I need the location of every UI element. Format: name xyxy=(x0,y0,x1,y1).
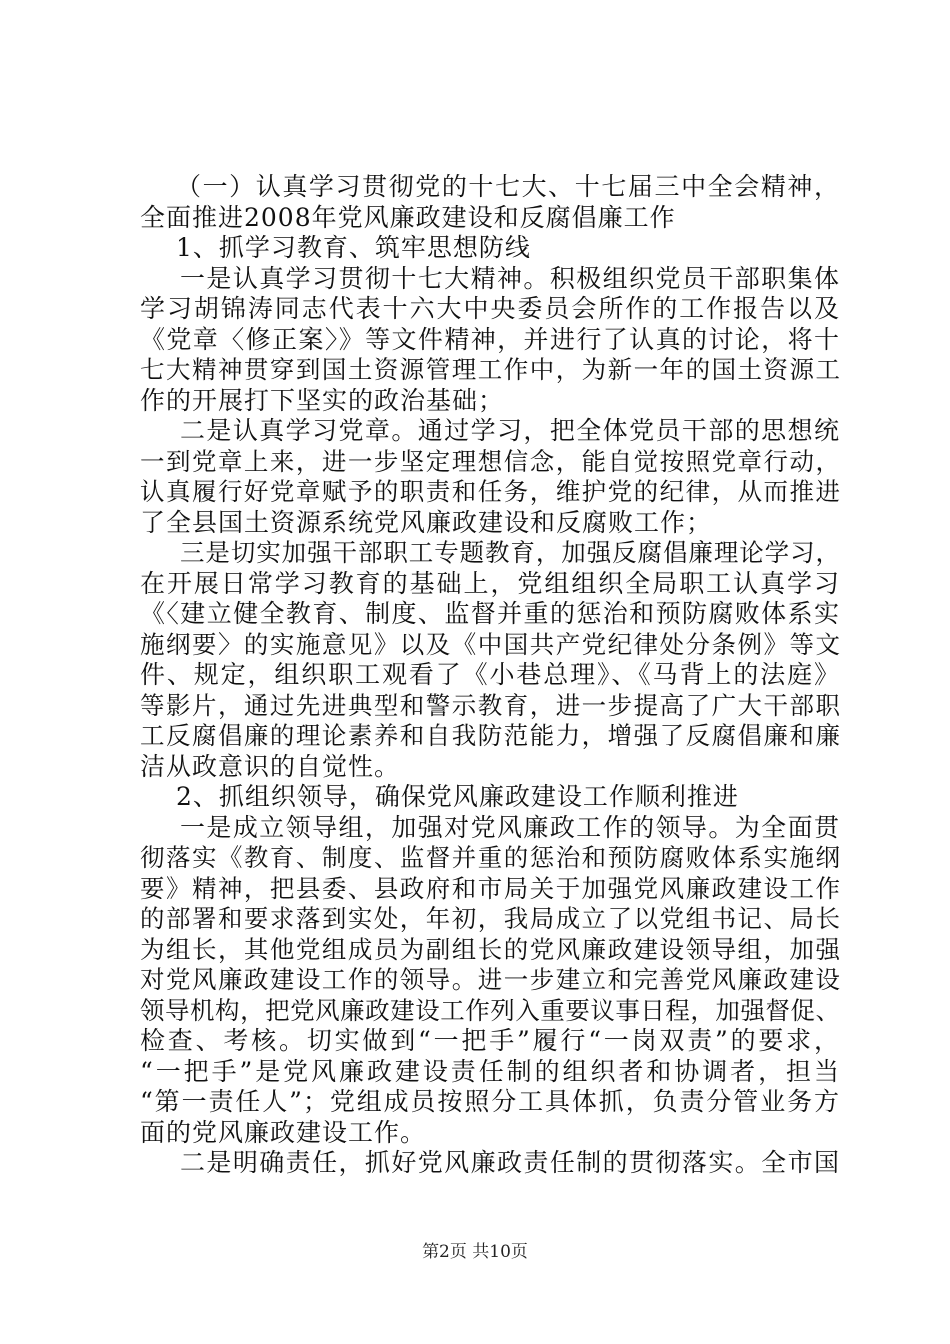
text-line: 了全县国土资源系统党风廉政建设和反腐败工作； xyxy=(140,507,713,537)
text-line: 二是认真学习党章。通过学习，把全体党员干部的思想统 xyxy=(180,416,840,445)
text-line: 件、规定，组织职工观看了《小巷总理》、《马背上的法庭》 xyxy=(140,660,840,689)
section-heading xyxy=(140,172,840,233)
document-body xyxy=(140,172,840,1179)
text-line: 为组长，其他党组成员为副组长的党风廉政建设领导组，加强 xyxy=(140,934,840,964)
text-line: 学习胡锦涛同志代表十六大中央委员会所作的工作报告以及 xyxy=(140,294,840,323)
text-line: （一）认真学习贯彻党的十七大、十七届三中全会精神， xyxy=(176,172,840,201)
paragraph xyxy=(140,538,840,782)
paragraph xyxy=(140,264,840,417)
text-line: 洁从政意识的自觉性。 xyxy=(140,751,401,781)
text-line: 一是认真学习贯彻十七大精神。积极组织党员干部职集体 xyxy=(180,263,840,293)
paragraph xyxy=(140,1148,840,1179)
text-line: 《〈建立健全教育、制度、监督并重的惩治和预防腐败体系实 xyxy=(140,599,840,628)
text-line: 一是成立领导组，加强对党风廉政工作的领导。为全面贯 xyxy=(180,812,840,842)
text-line: 在开展日常学习教育的基础上，党组组织全局职工认真学习 xyxy=(140,568,840,598)
text-line: “一把手”是党风廉政建设责任制的组织者和协调者，担当 xyxy=(140,1056,840,1086)
text-line: 认真履行好党章赋予的职责和任务，维护党的纪律，从而推进 xyxy=(140,477,840,506)
text-line: 《党章〈修正案〉》等文件精神，并进行了认真的讨论，将十 xyxy=(140,324,840,354)
page-number-footer: 第2页 共10页 xyxy=(422,1242,528,1262)
text-line: “第一责任人”；党组成员按照分工具体抓，负责分管业务方 xyxy=(140,1087,840,1116)
text-line: 检查、考核。切实做到“一把手”履行“一岗双责”的要求， xyxy=(140,1026,840,1055)
text-line: 一到党章上来，进一步坚定理想信念，能自觉按照党章行动， xyxy=(140,446,840,476)
paragraph xyxy=(140,416,840,538)
text-line: 面的党风廉政建设工作。 xyxy=(140,1117,427,1147)
text-line: 施纲要〉的实施意见》以及《中国共产党纪律处分条例》等文 xyxy=(140,629,840,659)
text-line: 全面推进2008年党风廉政建设和反腐倡廉工作 xyxy=(140,202,676,232)
text-line: 对党风廉政建设工作的领导。进一步建立和完善党风廉政建设 xyxy=(140,965,840,994)
text-line: 工反腐倡廉的理论素养和自我防范能力，增强了反腐倡廉和廉 xyxy=(140,721,840,750)
text-line: 1、抓学习教育、筑牢思想防线 xyxy=(176,233,531,262)
text-line: 七大精神贯穿到国土资源管理工作中，为新一年的国土资源工 xyxy=(140,355,840,384)
text-line: 要》精神，把县委、县政府和市局关于加强党风廉政建设工作 xyxy=(140,873,840,903)
text-line: 的部署和要求落到实处，年初，我局成立了以党组书记、局长 xyxy=(140,904,840,933)
subheading-study-education xyxy=(140,233,840,264)
text-line: 作的开展打下坚实的政治基础； xyxy=(140,385,505,415)
text-line: 2、抓组织领导，确保党风廉政建设工作顺利推进 xyxy=(176,782,739,811)
subheading-organization-leadership xyxy=(140,782,840,813)
text-line: 三是切实加强干部职工专题教育，加强反腐倡廉理论学习， xyxy=(180,538,840,567)
paragraph xyxy=(140,813,840,1149)
text-line: 领导机构，把党风廉政建设工作列入重要议事日程，加强督促、 xyxy=(140,995,840,1025)
text-line: 彻落实《教育、制度、监督并重的惩治和预防腐败体系实施纲 xyxy=(140,843,840,872)
text-line: 二是明确责任，抓好党风廉政责任制的贯彻落实。全市国 xyxy=(180,1148,840,1177)
text-line: 等影片，通过先进典型和警示教育，进一步提高了广大干部职 xyxy=(140,690,840,720)
